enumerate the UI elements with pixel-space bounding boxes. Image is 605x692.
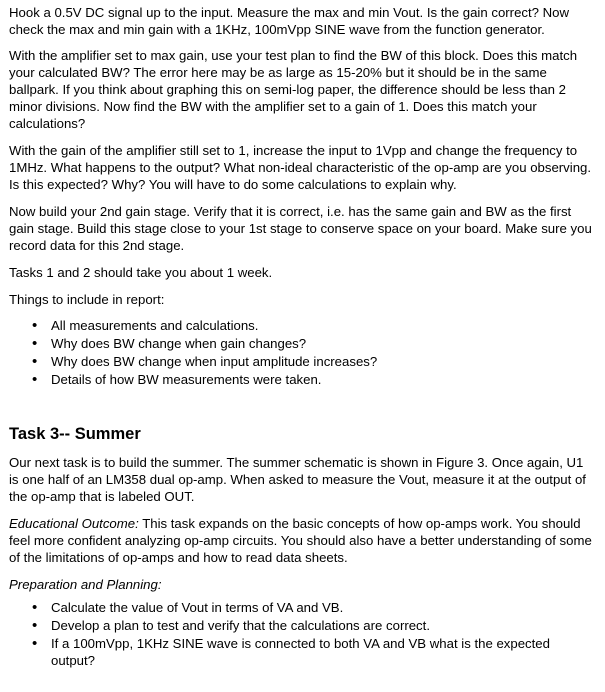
list-item: • Why does BW change when gain changes? bbox=[51, 335, 595, 352]
paragraph-educational-outcome bbox=[9, 515, 595, 566]
outcome-label: Educational Outcome: bbox=[9, 516, 139, 531]
list-item: • All measurements and calculations. bbox=[51, 317, 595, 334]
report-items-list bbox=[9, 317, 595, 388]
paragraph-max-gain-bw: With the amplifier set to max gain, use your test plan to find the BW of this block. Does this match your calculated BW? The error here may be as large as 15-20% but it should be in the same ballpark. If you think about graphing this on semi-log paper, the difference should be less than 2 minor divisions. Now find the BW with the amplifier set to a gain of 1. Does this match your calculations? bbox=[9, 48, 578, 131]
paragraph-report-intro: Things to include in report: bbox=[9, 292, 165, 307]
list-item: • If a 100mVpp, 1KHz SINE wave is connected to both VA and VB what is the expected output? bbox=[51, 635, 595, 669]
list-item: • Why does BW change when input amplitude increases? bbox=[51, 353, 595, 370]
paragraph-summer-intro: Our next task is to build the summer. The summer schematic is shown in Figure 3. Once again, U1 is one half of an LM358 dual op-amp. When asked to measure the Vout, measure it at the output of the op-amp that is labeled OUT. bbox=[9, 455, 586, 504]
preparation-items-list bbox=[9, 599, 595, 669]
paragraph-second-gain-stage: Now build your 2nd gain stage. Verify that it is correct, i.e. has the same gain and BW as the first gain stage. Build this stage close to your 1st stage to conserve space on your board. Make sure you record data for this 2nd stage. bbox=[9, 204, 592, 253]
list-item: • Calculate the value of Vout in terms of VA and VB. bbox=[51, 599, 595, 616]
paragraph-gain-one-test: With the gain of the amplifier still set to 1, increase the input to 1Vpp and change the frequency to 1MHz. What happens to the output? What non-ideal characteristic of the op-amp are you observing. Is this expected? Why? You will have to do some calculations to explain why. bbox=[9, 143, 592, 192]
preparation-label: Preparation and Planning: bbox=[9, 577, 162, 592]
list-item: • Details of how BW measurements were taken. bbox=[51, 371, 595, 388]
list-item: • Develop a plan to test and verify that the calculations are correct. bbox=[51, 617, 595, 634]
paragraph-time-estimate: Tasks 1 and 2 should take you about 1 week. bbox=[9, 265, 273, 280]
outcome-text: This task expands on the basic concepts of how op-amps work. You should feel more confident analyzing op-amp circuits. You should also have a better understanding of some of the limitations of op-amps and how to read data sheets. bbox=[9, 516, 592, 565]
paragraph-dc-signal: Hook a 0.5V DC signal up to the input. Measure the max and min Vout. Is the gain correct? Now check the max and min gain with a 1KHz, 100mVpp SINE wave from the function generator. bbox=[9, 5, 570, 37]
task3-heading: Task 3-- Summer bbox=[9, 425, 141, 443]
